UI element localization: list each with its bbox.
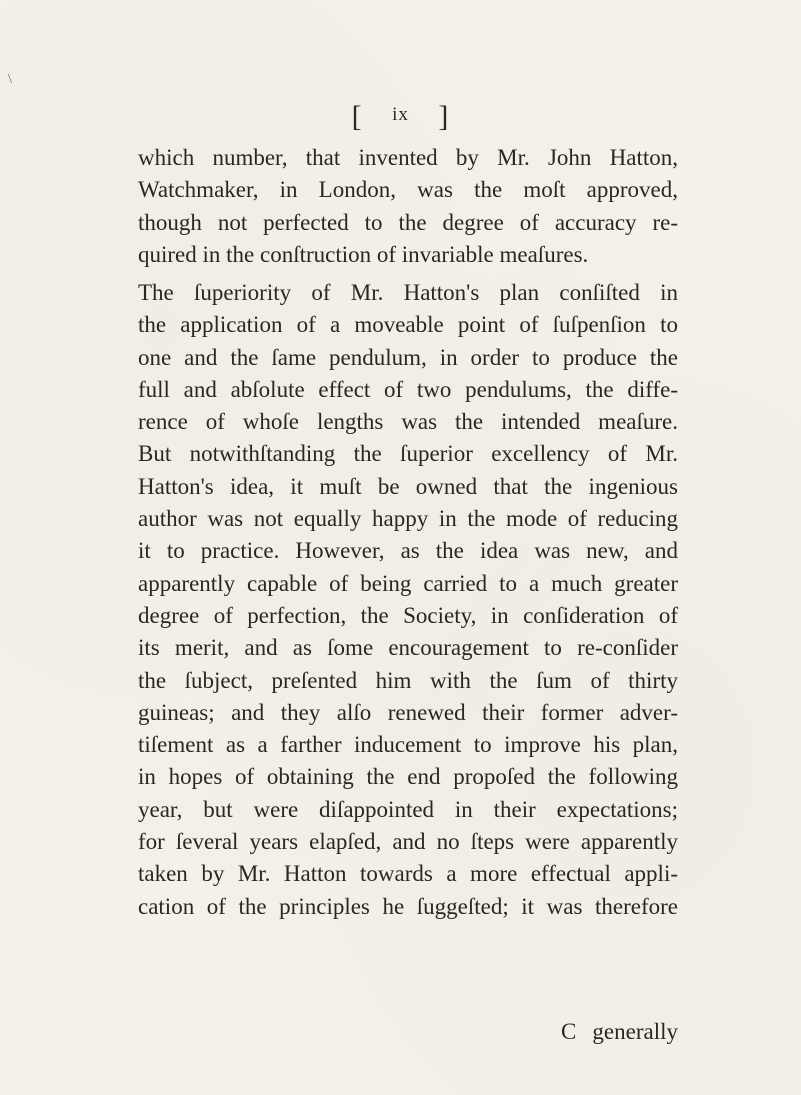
text-line: quired in the conſtruction of invariable meaſures.: [138, 241, 589, 267]
text-line: tiſement as a farther inducement to improve his plan,: [138, 732, 678, 758]
catchword: generally: [592, 1019, 678, 1044]
text-line: The ſuperiority of Mr. Hatton's plan conſiſted in: [138, 280, 678, 305]
text-line: apparently capable of being carried to a much greater: [138, 570, 678, 596]
text-line: it to practice. However, as the idea was new, and: [138, 538, 678, 564]
text-line: cation of the principles he ſuggeſted; it was therefore: [138, 893, 678, 919]
page-header: [0, 100, 801, 134]
text-line: Hatton's idea, it muſt be owned that the ingenious: [138, 473, 678, 499]
text-line: author was not equally happy in the mode of reducing: [138, 506, 678, 532]
text-line: full and abſolute effect of two pendulums, the diffe-: [138, 376, 678, 402]
text-line: rence of whoſe lengths was the intended meaſure.: [138, 409, 678, 435]
text-line: But notwithſtanding the ſuperior excellency of Mr.: [138, 441, 678, 467]
text-line: the ſubject, preſented him with the ſum of thirty: [138, 667, 678, 693]
bracket-open: [: [351, 100, 363, 133]
text-line: though not perfected to the degree of accuracy re-: [138, 209, 678, 235]
paragraph-1: [138, 142, 678, 271]
text-line: guineas; and they alſo renewed their former adver-: [138, 699, 678, 725]
signature-mark: C: [561, 1019, 577, 1044]
page-footer: [138, 1016, 678, 1048]
text-line: year, but were diſappointed in their expectations;: [138, 796, 678, 822]
text-line: one and the ſame pendulum, in order to produce the: [138, 344, 678, 370]
text-line: the application of a moveable point of ſuſpenſion to: [138, 312, 678, 338]
text-line: in hopes of obtaining the end propoſed the following: [138, 764, 678, 790]
text-line: Watchmaker, in London, was the moſt approved,: [138, 177, 678, 203]
text-line: its merit, and as ſome encouragement to re-conſider: [138, 635, 678, 661]
corner-mark: \: [8, 72, 12, 87]
bracket-close: ]: [438, 100, 450, 133]
text-line: for ſeveral years elapſed, and no ſteps were apparently: [138, 829, 678, 855]
paragraph-2: [138, 277, 678, 923]
page-number: ix: [392, 104, 409, 125]
text-line: which number, that invented by Mr. John Hatton,: [138, 145, 678, 170]
text-line: degree of perfection, the Society, in conſideration of: [138, 602, 678, 628]
text-line: taken by Mr. Hatton towards a more effectual appli-: [138, 861, 678, 887]
